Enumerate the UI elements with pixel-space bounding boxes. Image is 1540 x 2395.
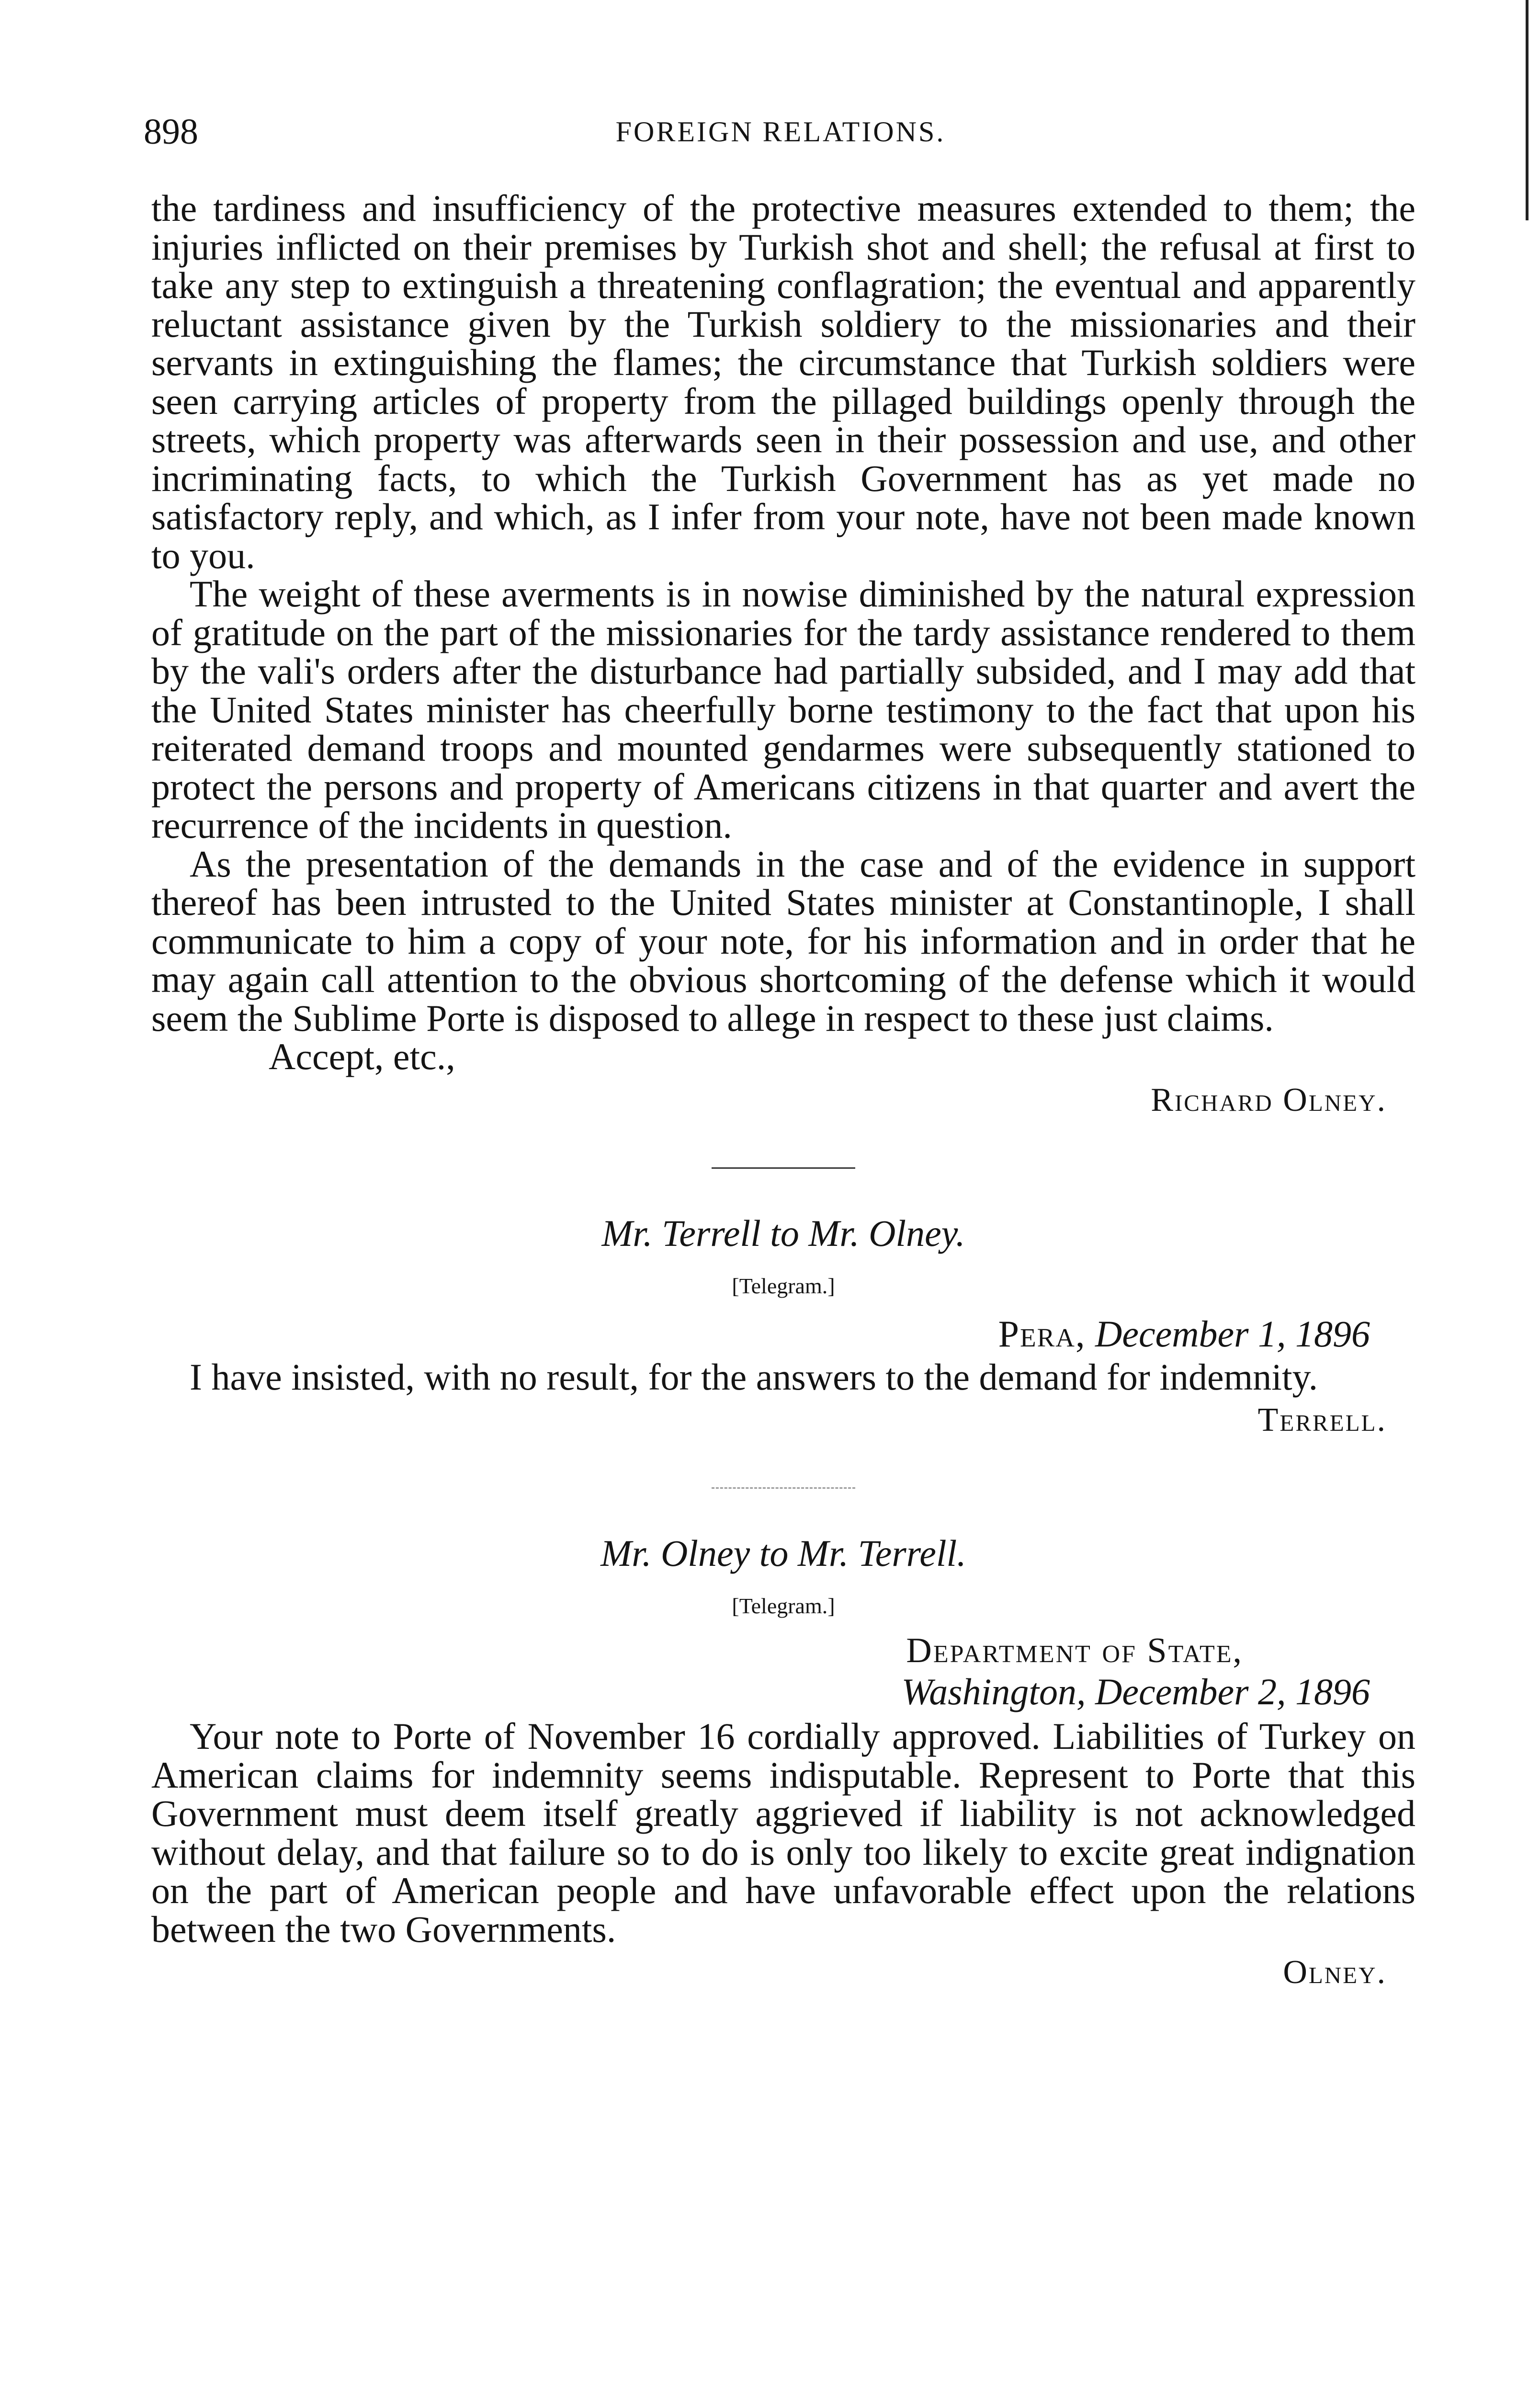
letter-olney-continuation [151, 189, 1415, 1124]
closing-line: Accept, etc., [269, 1036, 455, 1077]
page-number: 898 [144, 112, 198, 152]
telegram-body: Your note to Porte of November 16 cordially approved. Liabilities of Turkey on American claims for indemnity seems indisputable. Represent to Porte that this Government must deem itself greatly aggrieved if liability is not acknowledged without delay, and that failure so to do is only too likely to excite great indignation on the part of American people and have unfavorable effect upon the relations between the two Governments. [151, 1715, 1415, 1950]
city: Washington, [901, 1671, 1086, 1712]
signature-olney: Olney. [1283, 1954, 1387, 1991]
date: December 2, 1896 [1095, 1671, 1370, 1712]
city-date-line [151, 1671, 1415, 1712]
section-divider [712, 1167, 855, 1169]
paragraph-2: The weight of these averments is in nowise diminished by the natural expression of gratitude on the part of the missionaries for the tardy assistance rendered to them by the vali's orders after the disturbance had partially subsided, and I may add that the United States minister has cheerfully borne testimony to the fact that upon his reiterated demand troops and mounted gendarmes were subsequently stationed to protect the persons and property of Americans citizens in that quarter and avert the recurrence of the incidents in question. [151, 573, 1415, 846]
paragraph-3: As the presentation of the demands in the case and of the evidence in support thereof has been intrusted to the United States minister at Constantinople, I shall communicate to him a copy of your note, for his information and in order that he may again call attention to the obvious shortcoming of the defense which it would seem the Sublime Porte is disposed to allege in respect to these just claims. [151, 843, 1415, 1039]
signature-richard-olney: Richard Olney. [1151, 1081, 1387, 1118]
document-heading: Mr. Olney to Mr. Terrell. [600, 1532, 966, 1574]
page-body [151, 189, 1415, 1996]
document-heading: Mr. Terrell to Mr. Olney. [601, 1212, 965, 1254]
document-type: [Telegram.] [732, 1273, 835, 1298]
section-divider [712, 1487, 855, 1489]
running-title: FOREIGN RELATIONS. [615, 116, 946, 148]
document-type: [Telegram.] [732, 1594, 835, 1618]
signature-terrell: Terrell. [1257, 1402, 1387, 1438]
place-date-line [151, 1310, 1415, 1358]
place: Pera, [998, 1312, 1086, 1355]
margin-rule [1526, 0, 1529, 220]
department-line: Department of State, [906, 1631, 1243, 1670]
telegram-body: I have insisted, with no result, for the answers to the demand for indemnity. [190, 1356, 1318, 1398]
letter-terrell-to-olney [151, 1209, 1415, 1445]
date: December 1, 1896 [1095, 1312, 1370, 1355]
paragraph-1: the tardiness and insufficiency of the protective measures extended to them; the injuries inflicted on their premises by Turkish shot and shell; the refusal at first to take any step to extinguish a threatening conflagration; the eventual and apparently reluctant assistance given by the Turkish soldiery to the missionaries and their servants in extinguishing the flames; the circumstance that Turkish soldiers were seen carrying articles of property from the pillaged buildings openly through the streets, which property was afterwards seen in their possession and use, and other incriminating facts, to which the Turkish Government has as yet made no satisfactory reply, and which, as I infer from your note, have not been made known to you. [151, 187, 1415, 576]
page-header [144, 108, 1417, 160]
letter-olney-to-terrell [151, 1529, 1415, 1996]
